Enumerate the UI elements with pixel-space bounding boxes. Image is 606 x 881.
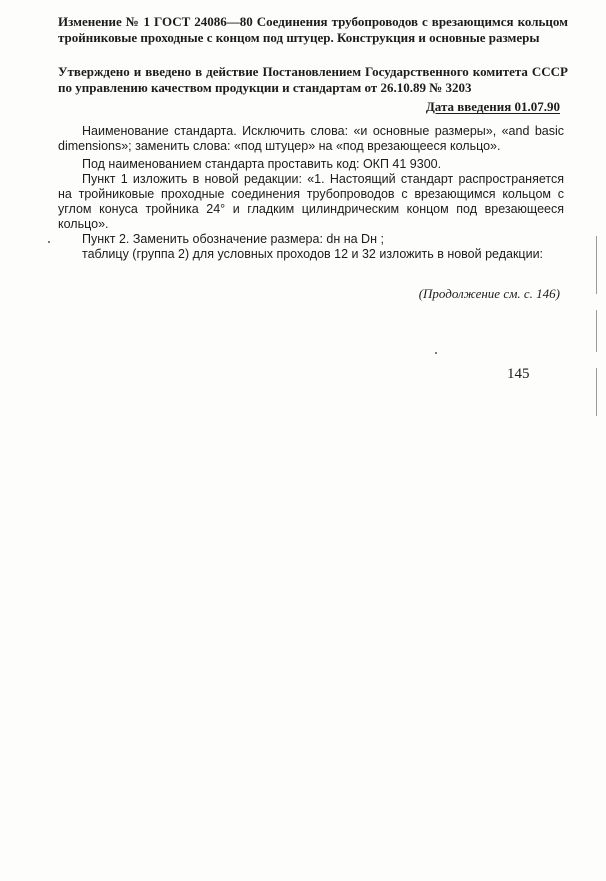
- scan-speck: [435, 352, 437, 354]
- continuation-note: (Продолжение см. с. 146): [418, 286, 560, 301]
- scan-edge-mark: [596, 236, 597, 294]
- paragraph-item-2: Пункт 2. Заменить обозначение размера: dн на Dн ;: [82, 232, 384, 246]
- approval-statement: Утверждено и введено в действие Постановлением Государственного комитета СССР по управлению качеством продукции и стандартам от 26.10.89 № 3203: [58, 64, 568, 95]
- scan-edge-mark: [596, 310, 597, 352]
- scan-edge-mark: [596, 368, 597, 416]
- paragraph-okp-code: Под наименованием стандарта проставить код: ОКП 41 9300.: [82, 157, 442, 171]
- paragraph-table-note: таблицу (группа 2) для условных проходов 12 и 32 изложить в новой редакции:: [82, 247, 544, 261]
- body-text: [58, 124, 564, 262]
- effective-date: Дата введения 01.07.90: [425, 99, 560, 114]
- change-header: Изменение № 1 ГОСТ 24086—80 Соединения трубопроводов с врезающимся кольцом тройниковые проходные с концом под штуцер. Конструкция и основные размеры: [58, 14, 568, 45]
- paragraph-title-change: Наименование стандарта. Исключить слова: «и основные размеры», «and basic dimensions»; заменить слова: «под штуцер» на «под врезающееся кольцо».: [58, 124, 564, 153]
- page-number: 145: [507, 366, 530, 382]
- paragraph-item-1: Пункт 1 изложить в новой редакции: «1. Настоящий стандарт распространяется на тройниковые проходные соединения трубопроводов с врезающимся кольцом с углом конуса тройника 24° и гладким цилиндрическим концом под врезающееся кольцо».: [58, 172, 564, 231]
- scan-speck: [48, 241, 50, 243]
